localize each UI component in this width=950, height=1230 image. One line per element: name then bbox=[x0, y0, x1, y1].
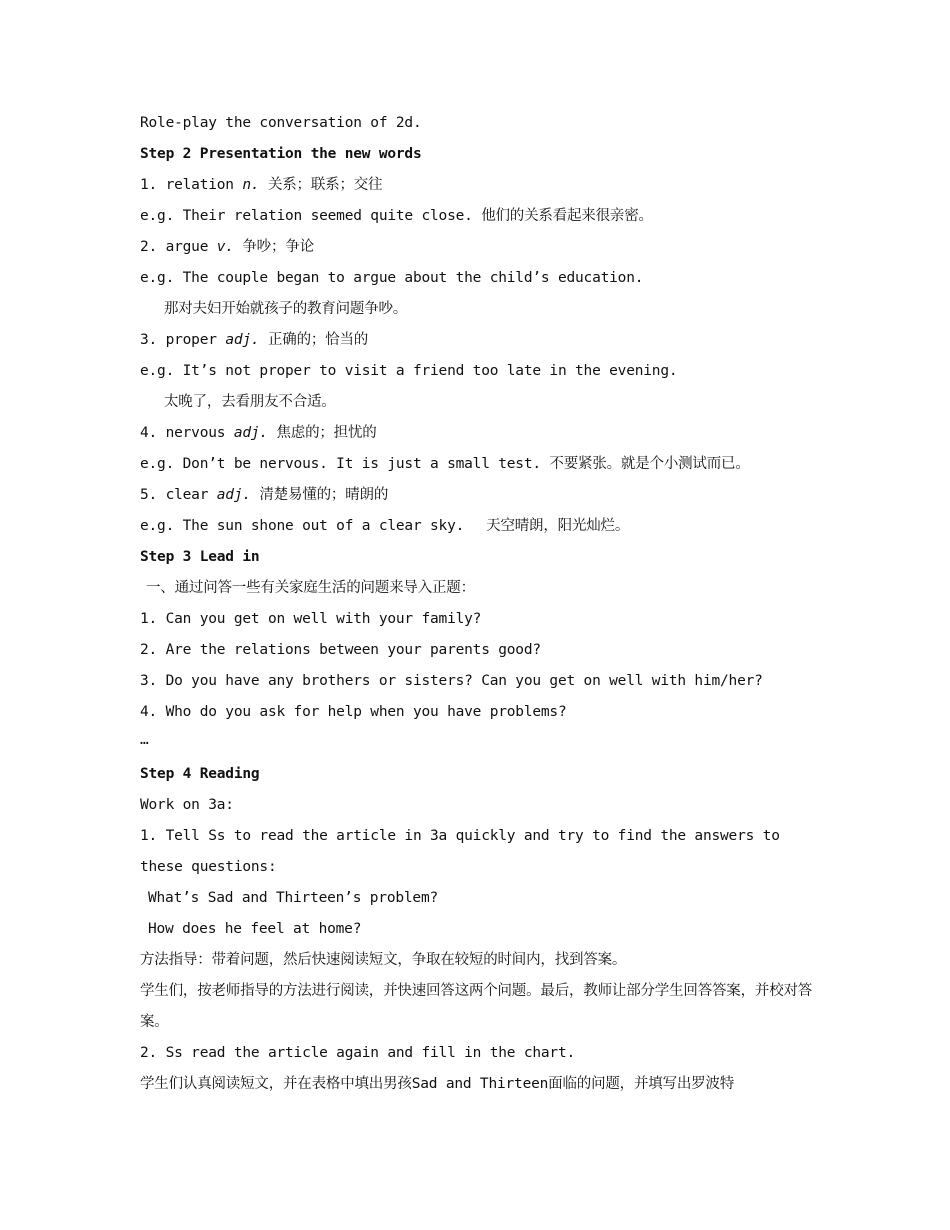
reading-task-2: 2. Ss read the article again and fill in the chart. bbox=[140, 1045, 576, 1061]
pos-nervous: adj. bbox=[233, 425, 268, 441]
step4-heading: Step 4 Reading bbox=[140, 766, 260, 782]
example-proper-translation: 太晚了，去看朋友不合适。 bbox=[164, 394, 336, 410]
reading-task-1: 1. Tell Ss to read the article in 3a quickly and try to find the answers to these questions: bbox=[140, 828, 780, 875]
example-proper: e.g. It’s not proper to visit a friend too late in the evening. bbox=[140, 363, 678, 379]
meaning-proper: 正确的；恰当的 bbox=[259, 332, 369, 348]
pos-argue: v. bbox=[216, 239, 234, 255]
students-activity-1: 学生们，按老师指导的方法进行阅读，并快速回答这两个问题。最后，教师让部分学生回答答案，并校对答案。 bbox=[140, 983, 813, 1030]
word-entry-nervous bbox=[140, 418, 820, 449]
meaning-nervous: 焦虑的；担忧的 bbox=[267, 425, 377, 441]
pos-relation: n. bbox=[242, 177, 260, 193]
document-body bbox=[140, 108, 820, 1100]
question-3: 3. Do you have any brothers or sisters? Can you get on well with him/her? bbox=[140, 673, 763, 689]
word-clear: 5. clear bbox=[140, 487, 217, 503]
reading-question-2: How does he feel at home? bbox=[148, 921, 362, 937]
question-2: 2. Are the relations between your parents good? bbox=[140, 642, 541, 658]
word-entry-clear bbox=[140, 480, 820, 511]
word-entry-proper bbox=[140, 325, 820, 356]
word-entry-relation bbox=[140, 170, 820, 201]
question-1: 1. Can you get on well with your family? bbox=[140, 611, 482, 627]
roleplay-line: Role-play the conversation of 2d. bbox=[140, 115, 422, 131]
meaning-clear: 清楚易懂的；晴朗的 bbox=[250, 487, 389, 503]
step3-heading: Step 3 Lead in bbox=[140, 549, 260, 565]
meaning-relation: 关系；联系；交往 bbox=[259, 177, 383, 193]
work-on-3a: Work on 3a: bbox=[140, 797, 234, 813]
word-entry-argue bbox=[140, 232, 820, 263]
step3-intro: 一、通过问答一些有关家庭生活的问题来导入正题： bbox=[146, 580, 475, 596]
question-4: 4. Who do you ask for help when you have problems? bbox=[140, 704, 567, 720]
example-nervous: e.g. Don’t be nervous. It is just a small test. 不要紧张。就是个小测试而已。 bbox=[140, 456, 750, 472]
meaning-argue: 争吵；争论 bbox=[233, 239, 314, 255]
example-clear bbox=[140, 511, 820, 542]
example-relation: e.g. Their relation seemed quite close. 他们的关系看起来很亲密。 bbox=[140, 208, 653, 224]
word-nervous: 4. nervous bbox=[140, 425, 234, 441]
pos-clear: adj. bbox=[216, 487, 251, 503]
pos-proper: adj. bbox=[225, 332, 260, 348]
example-clear-english: e.g. The sun shone out of a clear sky. bbox=[140, 518, 465, 534]
students-activity-2: 学生们认真阅读短文，并在表格中填出男孩Sad and Thirteen面临的问题，并填写出罗波特 bbox=[140, 1076, 735, 1092]
example-argue: e.g. The couple began to argue about the child’s education. bbox=[140, 270, 644, 286]
example-argue-translation: 那对夫妇开始就孩子的教育问题争吵。 bbox=[164, 301, 408, 317]
step2-heading: Step 2 Presentation the new words bbox=[140, 146, 422, 162]
ellipsis: … bbox=[140, 732, 149, 748]
word-argue: 2. argue bbox=[140, 239, 217, 255]
method-guidance: 方法指导：带着问题，然后快速阅读短文，争取在较短的时间内，找到答案。 bbox=[140, 952, 627, 968]
example-clear-translation: 天空晴朗，阳光灿烂。 bbox=[486, 518, 630, 534]
word-proper: 3. proper bbox=[140, 332, 226, 348]
reading-question-1: What’s Sad and Thirteen’s problem? bbox=[148, 890, 439, 906]
word-relation: 1. relation bbox=[140, 177, 243, 193]
